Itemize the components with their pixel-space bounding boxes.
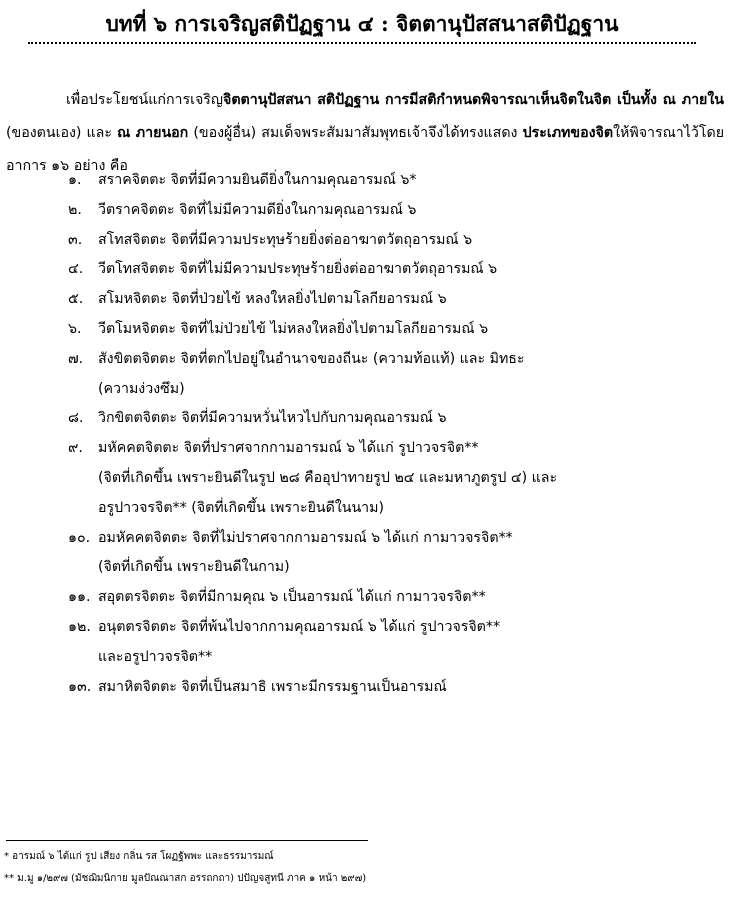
list-item-text: [98, 315, 708, 345]
list-item-line: มหัคคตจิตตะ จิตที่ปราศจากกามอารมณ์ ๖ ได้แก่ รูปาวจรจิต**: [98, 440, 479, 457]
list-item-text: [98, 673, 708, 703]
list-item-text: [98, 613, 708, 673]
intro-bold-1: จิตตานุปัสสนา สติปัฏฐาน การมีสติกำหนดพิจารณาเห็นจิตในจิต เป็นทั้ง ณ ภายใน: [223, 92, 724, 108]
footnote-1: * อารมณ์ ๖ ได้แก่ รูป เสียง กลิ่น รส โผฏฐัพพะ และธรรมารมณ์: [4, 851, 274, 862]
list-item-number: ๑.: [68, 172, 82, 188]
list-item: [68, 345, 708, 405]
list-item-line: สังขิตตจิตตะ จิตที่ตกไปอยู่ในอำนาจของถีนะ (ความท้อแท้) และ มิทธะ: [98, 350, 525, 367]
list-item-number: ๑๑.: [68, 589, 91, 606]
list-item-number: ๗.: [68, 350, 84, 367]
list-item-line: (จิตที่เกิดขึ้น เพราะยินดีในรูป ๒๘ คืออุปาทายรูป ๒๔ และมหาภูตรูป ๔) และ: [98, 469, 558, 486]
list-item-line: อรูปาวจรจิต** (จิตที่เกิดขึ้น เพราะยินดีในนาม): [98, 499, 385, 516]
footnotes: [4, 846, 724, 890]
intro-bold-2: ณ ภายนอก: [117, 125, 189, 141]
list-item-number: ๔.: [68, 261, 84, 278]
list-item-number: ๖.: [68, 320, 82, 337]
intro-bold-3: ประเภทของจิต: [522, 125, 614, 141]
list-item-line: อนุตตรจิตตะ จิตที่พ้นไปจากกามคุณอารมณ์ ๖ ได้แก่ รูปาวจรจิต**: [98, 618, 501, 635]
list-item: [68, 285, 708, 315]
citta-list: [68, 166, 708, 702]
list-item-number: ๕.: [68, 291, 84, 308]
list-item-line: สอุตตรจิตตะ จิตที่มีกามคุณ ๖ เป็นอารมณ์ ได้แก่ กามาวจรจิต**: [98, 589, 486, 606]
list-item: [68, 255, 708, 285]
intro-text-1: เพื่อประโยชน์แก่การเจริญ: [66, 92, 224, 108]
list-item-number: ๓.: [68, 231, 83, 248]
list-item: [68, 166, 708, 196]
list-item-text: [98, 196, 708, 226]
list-item-text: [98, 583, 708, 613]
list-item-line: สมาหิตจิตตะ จิตที่เป็นสมาธิ เพราะมีกรรมฐานเป็นอารมณ์: [98, 678, 447, 695]
footnote-rule: [6, 840, 368, 841]
intro-text-3: (ของผู้อื่น) สมเด็จพระสัมมาสัมพุทธเจ้าจึงได้ทรงแสดง: [188, 125, 523, 141]
list-item-text: [98, 345, 708, 405]
list-item-line: สโทสจิตตะ จิตที่มีความประทุษร้ายยิ่งต่ออาฆาตวัตถุอารมณ์ ๖: [98, 231, 473, 248]
list-item-text: [98, 255, 708, 285]
list-item: [68, 673, 708, 703]
list-item: [68, 583, 708, 613]
list-item-text: [98, 166, 708, 196]
dotted-divider: [28, 42, 696, 44]
list-item-line: อมหัคคตจิตตะ จิตที่ไม่ปราศจากกามอารมณ์ ๖ ได้แก่ กามาวจรจิต**: [98, 529, 513, 546]
list-item: [68, 613, 708, 673]
intro-text-4: ให้พิจารณาไว้โดยอาการ ๑๖ อย่าง คือ: [6, 125, 725, 174]
list-item-line: และอรูปาวจรจิต**: [98, 648, 213, 665]
list-item: [68, 434, 708, 523]
list-item-line: (จิตที่เกิดขึ้น เพราะยินดีในกาม): [98, 559, 290, 576]
list-item-text: [98, 285, 708, 315]
list-item-text: [98, 524, 708, 584]
list-item-number: ๒.: [68, 201, 82, 218]
list-item-text: [98, 226, 708, 256]
list-item: [68, 404, 708, 434]
list-item-line: วีตราคจิตตะ จิตที่ไม่มีความดียิ่งในกามคุณอารมณ์ ๖: [98, 201, 417, 218]
chapter-title: บทที่ ๖ การเจริญสติปัฏฐาน ๔ : จิตตานุปัสสนาสติปัฏฐาน: [105, 11, 619, 36]
list-item-line: วีตโทสจิตตะ จิตที่ไม่มีความประทุษร้ายยิ่งต่ออาฆาตวัตถุอารมณ์ ๖: [98, 261, 498, 278]
list-item-number: ๑๓.: [68, 678, 92, 695]
list-item-text: [98, 404, 708, 434]
footnote-2: ** ม.มู ๑/๒๙๗ (มัชฌิมนิกาย มูลปัณณาสก อรรถกถา) ปปัญจสูทนี ภาค ๑ หน้า ๒๙๗): [4, 873, 367, 884]
list-item: [68, 315, 708, 345]
list-item-line: วีตโมหจิตตะ จิตที่ไม่ป่วยไข้ ไม่หลงใหลยิ่งไปตามโลกียอารมณ์ ๖: [98, 320, 489, 337]
list-item-number: ๘.: [68, 410, 84, 427]
list-item-line: สราคจิตตะ จิตที่มีความยินดียิ่งในกามคุณอารมณ์ ๖*: [98, 172, 417, 188]
list-item-line: สโมหจิตตะ จิตที่ป่วยไข้ หลงใหลยิ่งไปตามโลกียอารมณ์ ๖: [98, 291, 447, 308]
list-item: [68, 226, 708, 256]
intro-text-2: (ของตนเอง) และ: [6, 125, 118, 141]
list-item-line: (ความง่วงซึม): [98, 380, 185, 397]
list-item-number: ๙.: [68, 440, 83, 457]
list-item-number: ๑๒.: [68, 618, 91, 635]
list-item: [68, 524, 708, 584]
list-item: [68, 196, 708, 226]
list-item-line: วิกขิตตจิตตะ จิตที่มีความหวั่นไหวไปกับกามคุณอารมณ์ ๖: [98, 410, 447, 427]
list-item-text: [98, 434, 708, 523]
list-item-number: ๑๐.: [68, 529, 91, 546]
